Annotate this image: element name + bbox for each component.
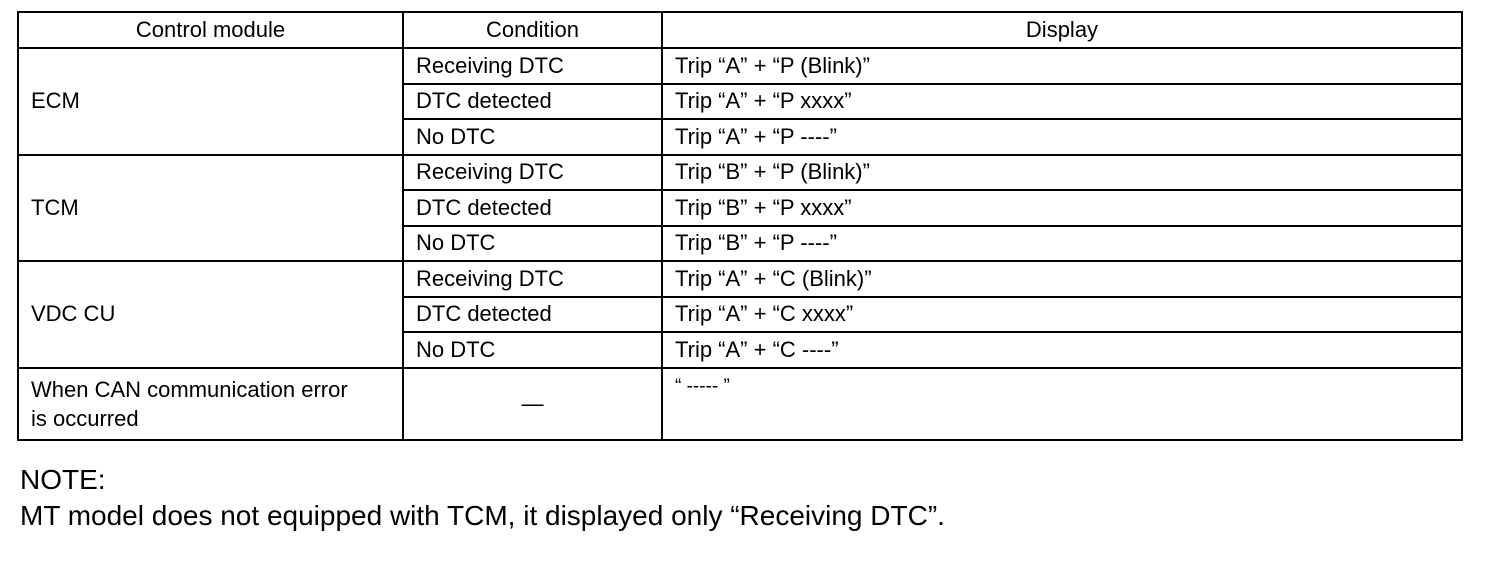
note-text: MT model does not equipped with TCM, it displayed only “Receiving DTC”. — [20, 500, 945, 531]
condition-cell: DTC detected — [403, 297, 662, 333]
condition-cell: No DTC — [403, 332, 662, 368]
display-cell: Trip “A” + “P xxxx” — [662, 84, 1462, 120]
condition-cell: DTC detected — [403, 190, 662, 226]
header-control-module: Control module — [18, 12, 403, 48]
display-cell: Trip “A” + “C xxxx” — [662, 297, 1462, 333]
display-cell-can-error: “ ----- ” — [662, 368, 1462, 440]
display-cell: Trip “A” + “P (Blink)” — [662, 48, 1462, 84]
note-block — [20, 462, 945, 534]
dtc-display-table — [17, 11, 1463, 441]
display-cell: Trip “B” + “P (Blink)” — [662, 155, 1462, 191]
header-condition: Condition — [403, 12, 662, 48]
display-cell: Trip “A” + “P ----” — [662, 119, 1462, 155]
display-cell: Trip “A” + “C (Blink)” — [662, 261, 1462, 297]
table-row — [18, 155, 1462, 191]
module-cell-can-error — [18, 368, 403, 440]
table-row-can-error — [18, 368, 1462, 440]
condition-cell: Receiving DTC — [403, 155, 662, 191]
note-heading: NOTE: — [20, 464, 106, 495]
condition-cell-dash: — — [403, 368, 662, 440]
module-cell-vdc-cu: VDC CU — [18, 261, 403, 368]
condition-cell: No DTC — [403, 119, 662, 155]
can-error-line-1: When CAN communication error — [31, 376, 348, 402]
table-row — [18, 261, 1462, 297]
display-cell: Trip “B” + “P xxxx” — [662, 190, 1462, 226]
display-cell: Trip “A” + “C ----” — [662, 332, 1462, 368]
condition-cell: Receiving DTC — [403, 48, 662, 84]
condition-cell: No DTC — [403, 226, 662, 262]
condition-cell: DTC detected — [403, 84, 662, 120]
header-display: Display — [662, 12, 1462, 48]
module-cell-tcm: TCM — [18, 155, 403, 262]
table-header-row — [18, 12, 1462, 48]
can-error-line-2: is occurred — [31, 405, 139, 431]
module-cell-ecm: ECM — [18, 48, 403, 155]
display-cell: Trip “B” + “P ----” — [662, 226, 1462, 262]
condition-cell: Receiving DTC — [403, 261, 662, 297]
table-row — [18, 48, 1462, 84]
